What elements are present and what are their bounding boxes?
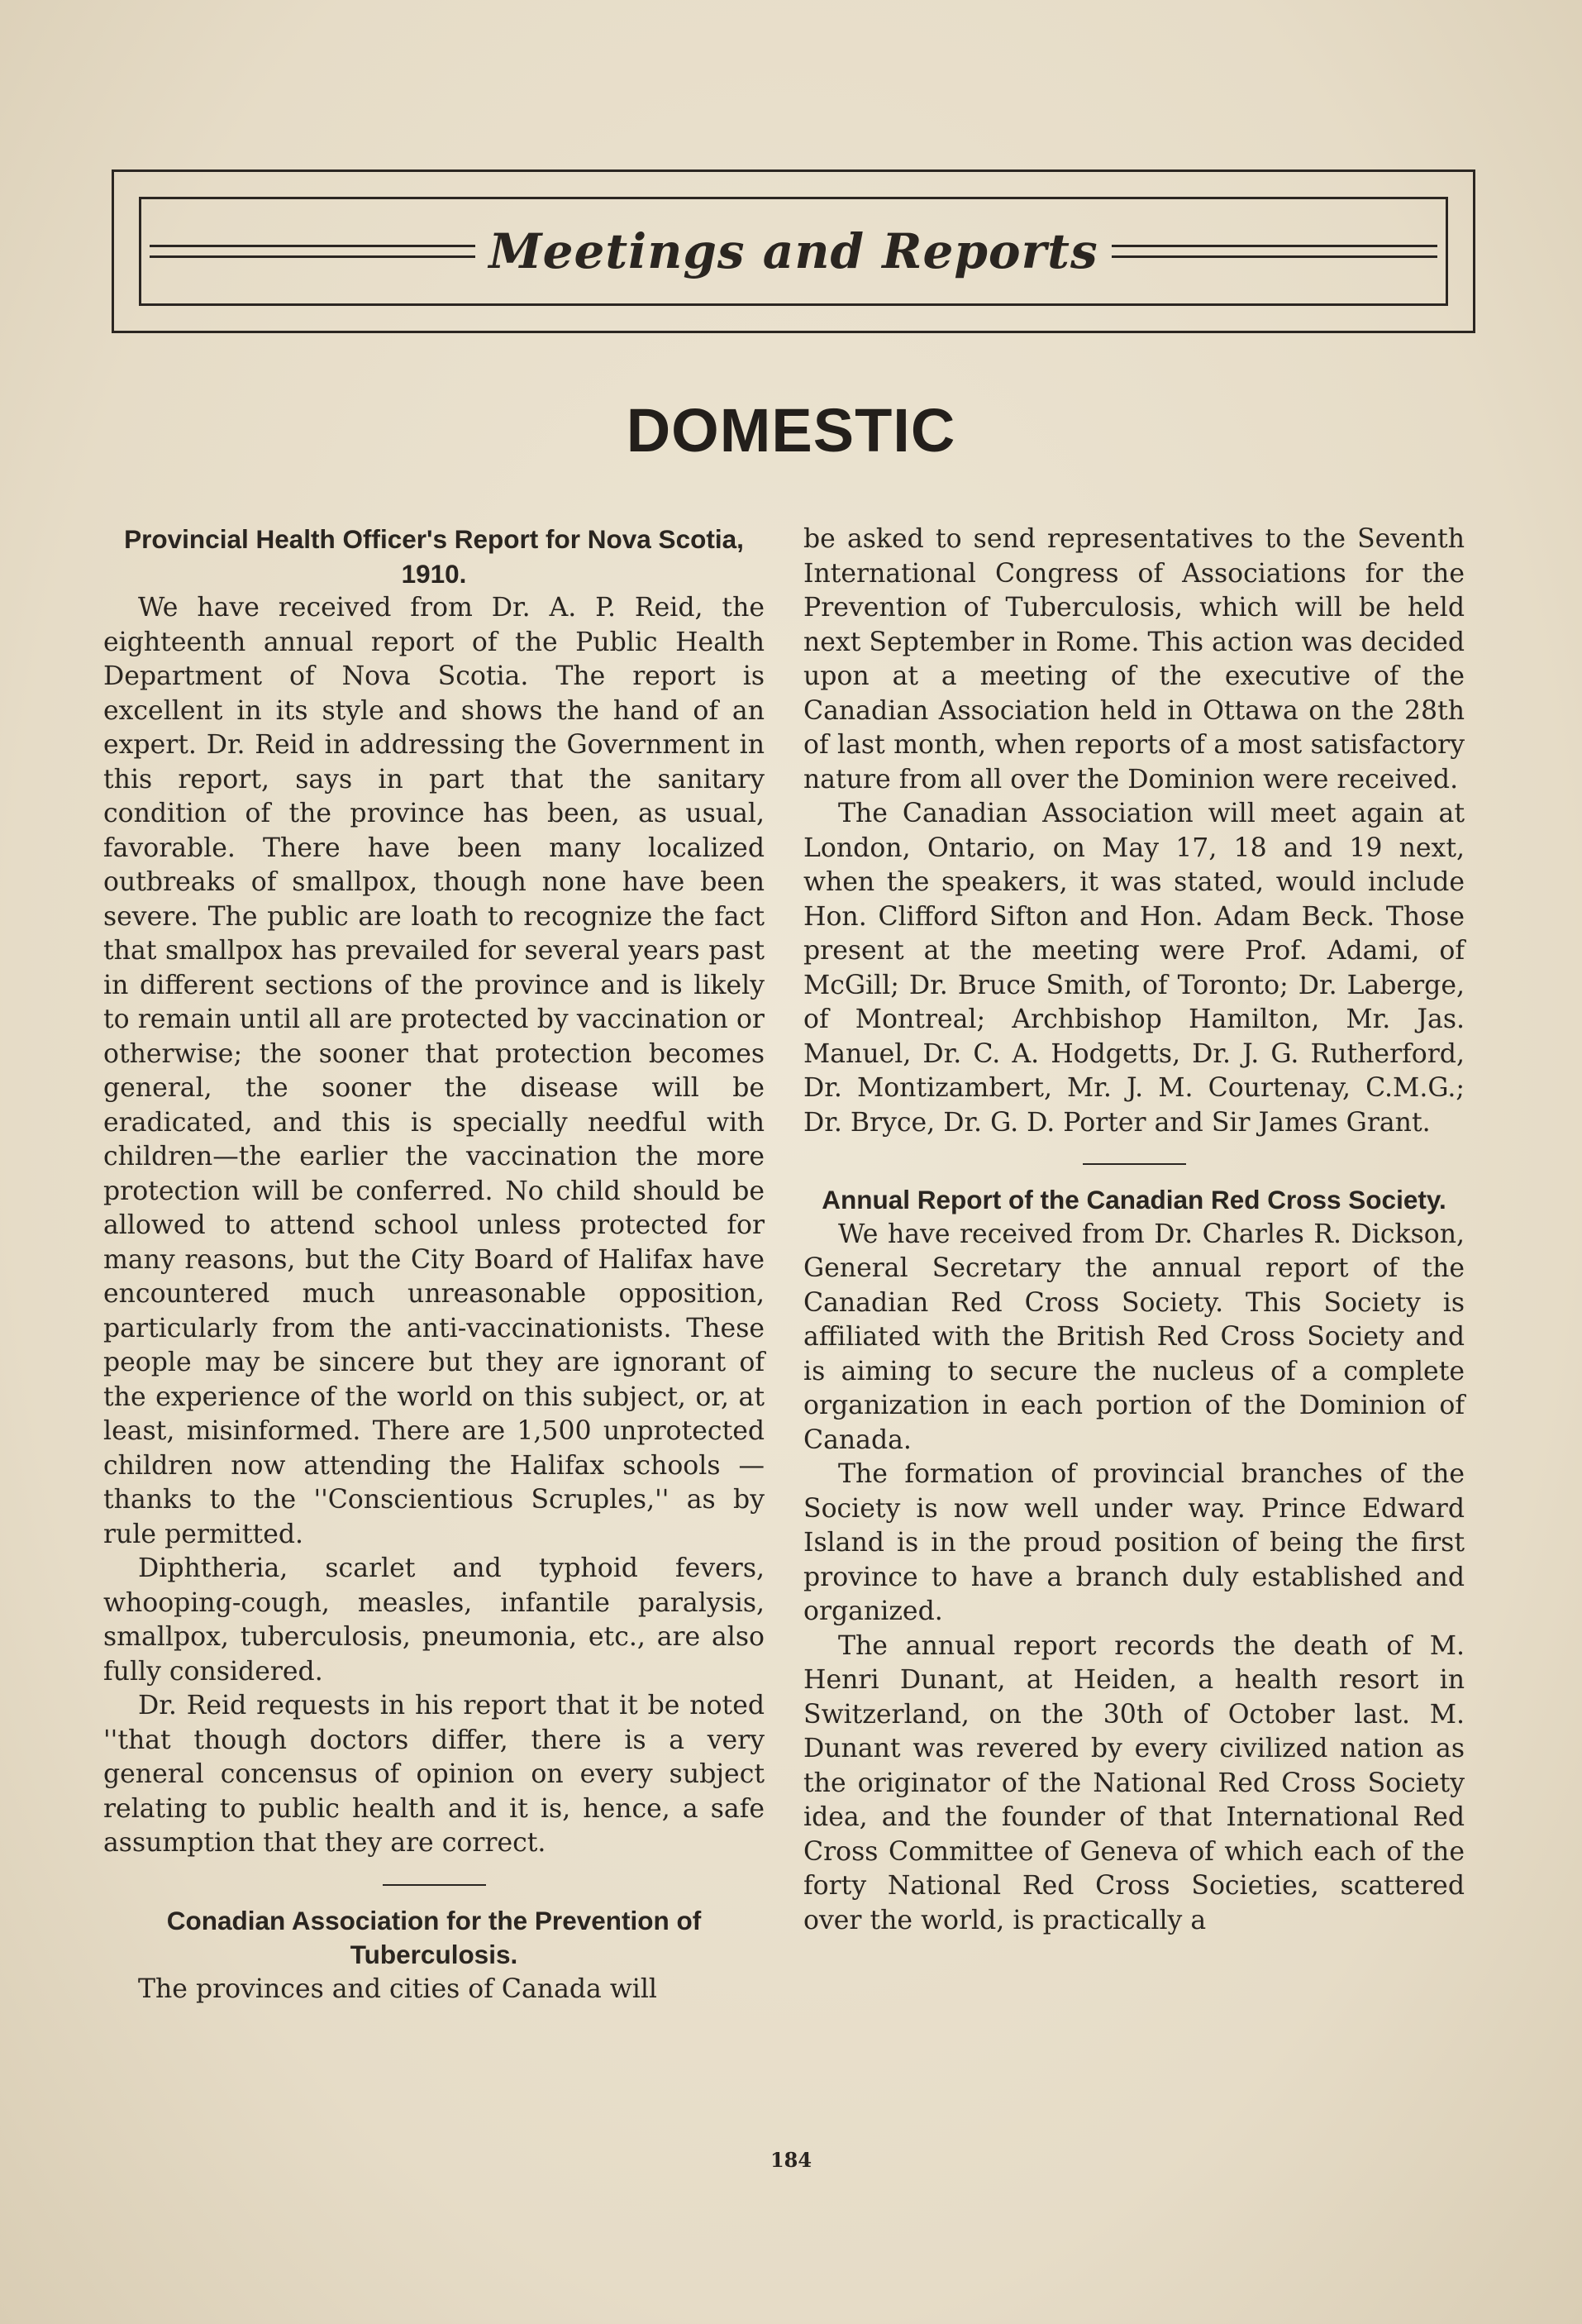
paragraph: The formation of provincial branches of the Society is now well under way. Prince Edward Island is in the proud position of being the first province to have a branch duly established and organized. [803,1459,1465,1626]
right-column [803,523,1465,1938]
paragraph: The Canadian Association will meet again at London, Ontario, on May 17, 18 and 19 next, when the speakers, it was stated, would include Hon. Clifford Sifton and Hon. Adam Beck. Those present at the meeting were Prof. Adami, of McGill; Dr. Bruce Smith, of Toronto; Dr. Laberge, of Montreal; Archbishop Hamilton, Mr. Jas. Manuel, Dr. C. A. Hodgetts, Dr. J. G. Rutherford, Dr. Montizambert, Mr. J. M. Courtenay, C.M.G.; Dr. Bryce, Dr. G. D. Porter and Sir James Grant. [803,799,1465,1138]
article-heading-tuberculosis: Conadian Association for the Prevention of Tuberculosis. [166,1905,702,1969]
section-banner [112,169,1475,333]
banner-rule-right [1112,245,1437,258]
banner-title: Meetings and Reports [488,223,1098,279]
paragraph: Diphtheria, scarlet and typhoid fevers, whooping-cough, measles, infantile paralysis, smallpox, tuberculosis, pneumonia, etc., are also fully considered. [103,1553,765,1687]
article-heading-nova-scotia: Provincial Health Officer's Report for Nova Scotia, 1910. [124,524,744,589]
paragraph: We have received from Dr. Charles R. Dickson, General Secretary the annual report of the Canadian Red Cross Society. This Society is affiliated with the British Red Cross Society and is aiming to secure the nucleus of a complete organization in each portion of the Dominion of Canada. [803,1219,1465,1455]
article-heading-red-cross: Annual Report of the Canadian Red Cross Society. [822,1185,1446,1214]
banner-rule-left [150,245,475,258]
paragraph: We have received from Dr. A. P. Reid, the eighteenth annual report of the Public Health Department of Nova Scotia. The report is excellent in its style and shows the hand of an expert. Dr. Reid in addressing the Government in this report, says in part that the sanitary condition of the province has been, as usual, favorable. There have been many localized outbreaks of smallpox, though none have been severe. The public are loath to recognize the fact that smallpox has prevailed for several years past in different sections of the province and is likely to remain until all are protected by vaccination or otherwise; the sooner that protection becomes general, the sooner the disease will be eradicated, and this is specially needful with children—the earlier the vaccination the more protection will be conferred. No child should be allowed to attend school unless protected for many reasons, but the City Board of Halifax have encountered much unreasonable opposition, particularly from the anti-vaccinationists. These people may be sincere but they are ignorant of the experience of the world on this subject, or, at least, misinformed. There are 1,500 unprotected children now attending the Halifax schools —thanks to the ''Conscientious Scruples,'' as by rule permitted. [103,593,765,1549]
section-title: DOMESTIC [626,396,956,465]
section-banner-inner [139,197,1448,306]
page-number: 184 [770,2148,812,2172]
paragraph: The annual report records the death of M. Henri Dunant, at Heiden, a health resort in Switzerland, on the 30th of October last. M. Dunant was revered by every civilized nation as the originator of the National Red Cross Society idea, and the founder of that International Red Cross Committee of Geneva of which each of the forty National Red Cross Societies, scattered over the world, is practically a [803,1630,1465,1935]
paragraph: be asked to send representatives to the Seventh International Congress of Associations for the Prevention of Tuberculosis, which will be held next September in Rome. This action was decided upon at a meeting of the executive of the Canadian Association held in Ottawa on the 28th of last month, when reports of a most satisfactory nature from all over the Dominion were received. [803,524,1465,795]
paragraph: Dr. Reid requests in his report that it be noted ''that though doctors differ, there is a very general concensus of opinion on every subject relating to public health and it is, hence, a safe assumption that they are correct. [103,1691,765,1858]
article-separator [383,1884,486,1886]
article-separator [1083,1163,1186,1165]
paragraph: The provinces and cities of Canada will [138,1973,658,2004]
left-column [103,523,765,2007]
